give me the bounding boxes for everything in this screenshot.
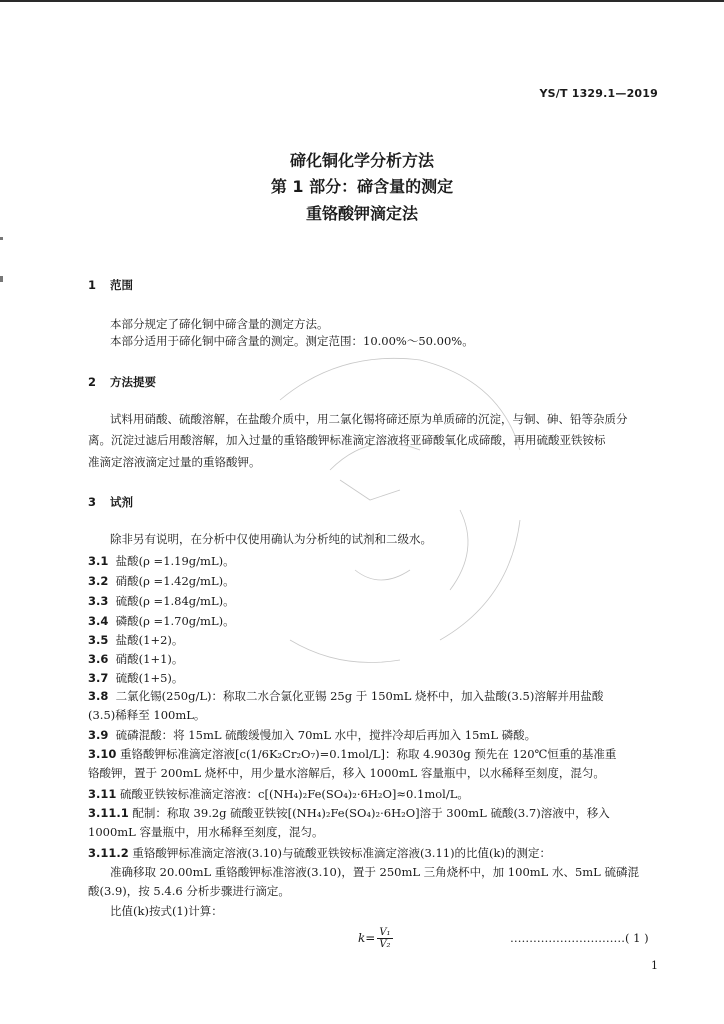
reagent-item <box>88 573 235 589</box>
reagent-item <box>88 786 469 802</box>
item-text: 硫酸亚铁铵标准滴定溶液：c[(NH₄)₂Fe(SO₄)₂·6H₂O]≈0.1mol/L。 <box>120 787 469 801</box>
margin-mark <box>0 276 3 282</box>
paragraph-line: 试料用硝酸、硫酸溶解，在盐酸介质中，用二氯化锡将碲还原为单质碲的沉淀，与铜、砷、铅等杂质分 <box>110 412 628 426</box>
item-number: 3.4 <box>88 614 109 628</box>
section-number: 1 <box>88 278 97 292</box>
section-number: 2 <box>88 375 97 389</box>
item-number: 3.3 <box>88 594 109 608</box>
item-number: 3.11.2 <box>88 846 129 860</box>
doc-title-line-1: 碲化铜化学分析方法 <box>289 151 434 170</box>
item-number: 3.11.1 <box>88 806 129 820</box>
reagent-item <box>88 651 183 667</box>
formula-denominator: V₂ <box>379 939 391 950</box>
doc-title-line-2: 第 1 部分：碲含量的测定 <box>270 177 454 196</box>
item-text: 硫磷混酸：将 15mL 硫酸缓慢加入 70mL 水中，搅拌冷却后再加入 15mL 磷酸。 <box>115 728 537 742</box>
item-continuation: (3.5)稀释至 100mL。 <box>88 708 206 722</box>
section-title: 方法提要 <box>110 375 156 389</box>
section-heading-scope <box>88 277 133 293</box>
item-text: 硫酸(ρ =1.84g/mL)。 <box>115 594 235 608</box>
item-text: 配制：称取 39.2g 硫酸亚铁铵[(NH₄)₂Fe(SO₄)₂·6H₂O]溶于 300mL 硫酸(3.7)溶液中，移入 <box>132 806 610 820</box>
item-number: 3.2 <box>88 574 109 588</box>
item-number: 3.8 <box>88 689 109 703</box>
reagent-item <box>88 632 183 648</box>
formula-1 <box>358 927 393 950</box>
reagent-item <box>88 593 235 609</box>
item-text: 重铬酸钾标准滴定溶液(3.10)与硫酸亚铁铵标准滴定溶液(3.11)的比值(k)的测定： <box>132 846 552 860</box>
margin-mark <box>0 237 3 240</box>
formula-numerator: V₁ <box>379 927 391 938</box>
item-text: 磷酸(ρ =1.70g/mL)。 <box>115 614 235 628</box>
reagent-item <box>88 727 536 743</box>
section-title: 试剂 <box>110 495 133 509</box>
formula-fraction <box>377 927 392 950</box>
equation-label: ( 1 ) <box>625 931 649 945</box>
paragraph-line: 准确移取 20.00mL 重铬酸钾标准溶液(3.10)，置于 250mL 三角烧杯中，加 100mL 水、5mL 硫磷混 <box>110 865 639 879</box>
item-number: 3.7 <box>88 671 109 685</box>
item-text: 重铬酸钾标准滴定溶液[c(1/6K₂Cr₂O₇)=0.1mol/L]：称取 4.9030g 预先在 120℃恒重的基准重 <box>120 747 617 761</box>
section-number: 3 <box>88 495 97 509</box>
paragraph-line: 准滴定溶液滴定过量的重铬酸钾。 <box>88 455 261 469</box>
paragraph-line: 酸(3.9)，按 5.4.6 分析步骤进行滴定。 <box>88 884 290 898</box>
item-number: 3.6 <box>88 652 109 666</box>
section-title: 范围 <box>110 278 133 292</box>
watermark-stamp <box>220 340 550 680</box>
item-number: 3.10 <box>88 747 117 761</box>
paragraph-line: 比值(k)按式(1)计算： <box>110 904 223 918</box>
doc-title-line-3: 重铬酸钾滴定法 <box>305 204 418 223</box>
reagent-subitem <box>88 805 610 821</box>
item-number: 3.11 <box>88 787 117 801</box>
section-heading-reagents <box>88 494 133 510</box>
item-text: 硝酸(1+1)。 <box>115 652 184 666</box>
section-heading-method <box>88 374 156 390</box>
item-text: 硝酸(ρ =1.42g/mL)。 <box>115 574 235 588</box>
page-number: 1 <box>651 959 658 972</box>
item-number: 3.5 <box>88 633 109 647</box>
reagent-item <box>88 670 183 686</box>
paragraph: 除非另有说明，在分析中仅使用确认为分析纯的试剂和二级水。 <box>110 532 432 546</box>
reagent-item <box>88 688 603 704</box>
item-number: 3.1 <box>88 554 109 568</box>
reagent-item <box>88 613 235 629</box>
equation-number <box>510 931 649 945</box>
item-number: 3.9 <box>88 728 109 742</box>
reagent-item <box>88 553 235 569</box>
paragraph: 本部分适用于碲化铜中碲含量的测定。测定范围：10.00%～50.00%。 <box>110 334 474 348</box>
standard-number: YS/T 1329.1—2019 <box>539 87 658 100</box>
paragraph: 本部分规定了碲化铜中碲含量的测定方法。 <box>110 317 329 331</box>
formula-lhs: k= <box>358 931 376 945</box>
top-rule <box>0 0 724 2</box>
reagent-item <box>88 746 616 762</box>
item-text: 硫酸(1+5)。 <box>115 671 184 685</box>
dot-leader: ………………………… <box>510 931 625 945</box>
reagent-subitem <box>88 845 551 861</box>
item-text: 二氯化锡(250g/L)：称取二水合氯化亚锡 25g 于 150mL 烧杯中，加入盐酸(3.5)溶解并用盐酸 <box>115 689 604 703</box>
item-continuation: 铬酸钾，置于 200mL 烧杯中，用少量水溶解后，移入 1000mL 容量瓶中，以水稀释至刻度，混匀。 <box>88 766 605 780</box>
paragraph-line: 离。沉淀过滤后用酸溶解，加入过量的重铬酸钾标准滴定溶液将亚碲酸氧化成碲酸，再用硫酸亚铁铵标 <box>88 433 606 447</box>
item-text: 盐酸(ρ =1.19g/mL)。 <box>115 554 235 568</box>
item-continuation: 1000mL 容量瓶中，用水稀释至刻度，混匀。 <box>88 825 324 839</box>
item-text: 盐酸(1+2)。 <box>115 633 184 647</box>
